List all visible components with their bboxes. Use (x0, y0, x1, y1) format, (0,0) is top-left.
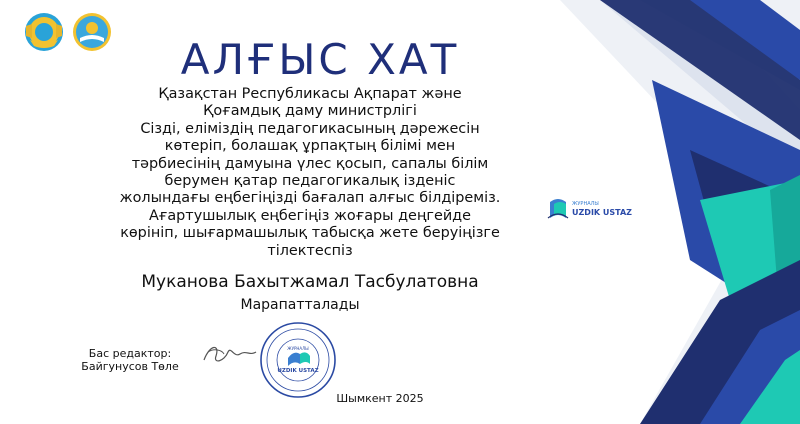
stamp-small-text: ЖУРНАЛЫ (287, 346, 309, 351)
body-line: тәрбиесінің дамуына үлес қосып, сапалы білім (131, 155, 489, 172)
award-text: Марапатталады (240, 297, 360, 313)
body-line: тілектеспіз (267, 242, 353, 259)
uzdik-ustaz-logo (546, 194, 656, 224)
editor-block (60, 347, 200, 373)
city-year: Шымкент 2025 (336, 392, 424, 405)
signature-icon (200, 338, 260, 368)
stamp-brand: UZDIK USTAZ (277, 368, 319, 374)
editor-name: Байгунусов Төле (81, 360, 179, 373)
recipient-name: Муканова Бахытжамал Тасбулатовна (141, 272, 479, 292)
certificate-body (40, 86, 580, 260)
body-line: Қоғамдық даму министрлігі (203, 103, 417, 120)
body-line: Сізді, еліміздің педагогикасының дәрежесін (140, 120, 480, 137)
body-line: жолындағы еңбегіңізді бағалап алғыс білдіреміз. (119, 190, 501, 207)
body-line: көрініп, шығармашылық табысқа жете беруіңізге (120, 225, 500, 242)
body-line: берумен қатар педагогикалық ізденіс (164, 173, 456, 190)
body-line: Қазақстан Республикасы Ақпарат және (158, 86, 462, 102)
logo-brand: UZDIK USTAZ (572, 208, 632, 217)
ministry-emblem-icon (72, 12, 112, 52)
logo-small-text: ЖУРНАЛЫ (572, 201, 599, 207)
official-stamp (258, 320, 338, 400)
body-line: көтеріп, болашақ ұрпақтың білімі мен (164, 138, 456, 155)
body-line: Ағартушылық еңбегіңіз жоғары деңгейде (149, 207, 471, 224)
editor-role: Бас редактор: (88, 347, 172, 360)
state-emblem-icon (24, 12, 64, 52)
certificate-title: АЛҒЫС ХАТ (180, 35, 460, 84)
